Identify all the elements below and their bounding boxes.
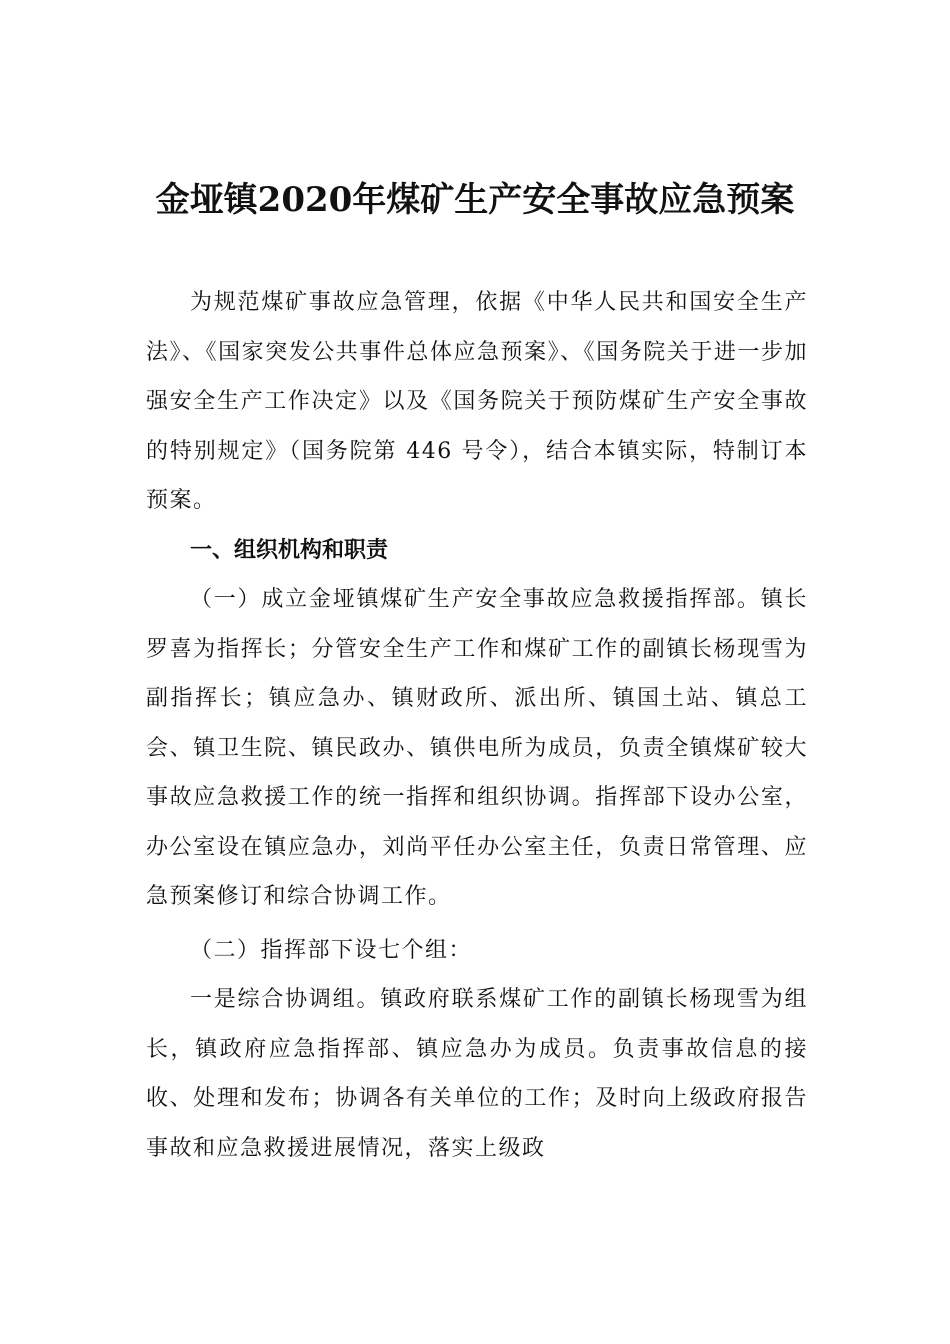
subsection-1-text: 镇长罗喜为指挥长；分管安全生产工作和煤矿工作的副镇长杨现雪为副指挥长；镇应急办、镇财政所、派出所、镇国土站、镇总工会、镇卫生院、镇民政办、镇供电所为成员，负责全镇煤矿较大事故应急救援工作的统一指挥和组织协调。指挥部下设办公室，办公室设在镇应急办，刘尚平任办公室主任，负责日常管理、应急预案修订和综合协调工作。 bbox=[146, 587, 808, 909]
subsection-2-heading: （二）指挥部下设七个组： bbox=[190, 937, 473, 963]
subsection-1-paragraph bbox=[146, 575, 808, 922]
section-heading: 一、组织机构和职责 bbox=[190, 537, 389, 563]
group-1-paragraph: 一是综合协调组。镇政府联系煤矿工作的副镇长杨现雪为组长，镇政府应急指挥部、镇应急办为成员。负责事故信息的接收、处理和发布；协调各有关单位的工作；及时向上级政府报告事故和应急救援进展情况，落实上级政 bbox=[146, 987, 808, 1161]
document-title: 金垭镇2020年煤矿生产安全事故应急预案 bbox=[155, 180, 795, 220]
subsection-1-lead: （一）成立金垭镇煤矿生产安全事故应急救援指挥部。 bbox=[190, 587, 761, 612]
intro-paragraph: 为规范煤矿事故应急管理，依据《中华人民共和国安全生产法》、《国家突发公共事件总体应急预案》、《国务院关于进一步加强安全生产工作决定》以及《国务院关于预防煤矿生产安全事故的特别规定》（国务院第 446 号令），结合本镇实际，特制订本预案。 bbox=[146, 290, 808, 513]
document-body bbox=[146, 278, 808, 1173]
